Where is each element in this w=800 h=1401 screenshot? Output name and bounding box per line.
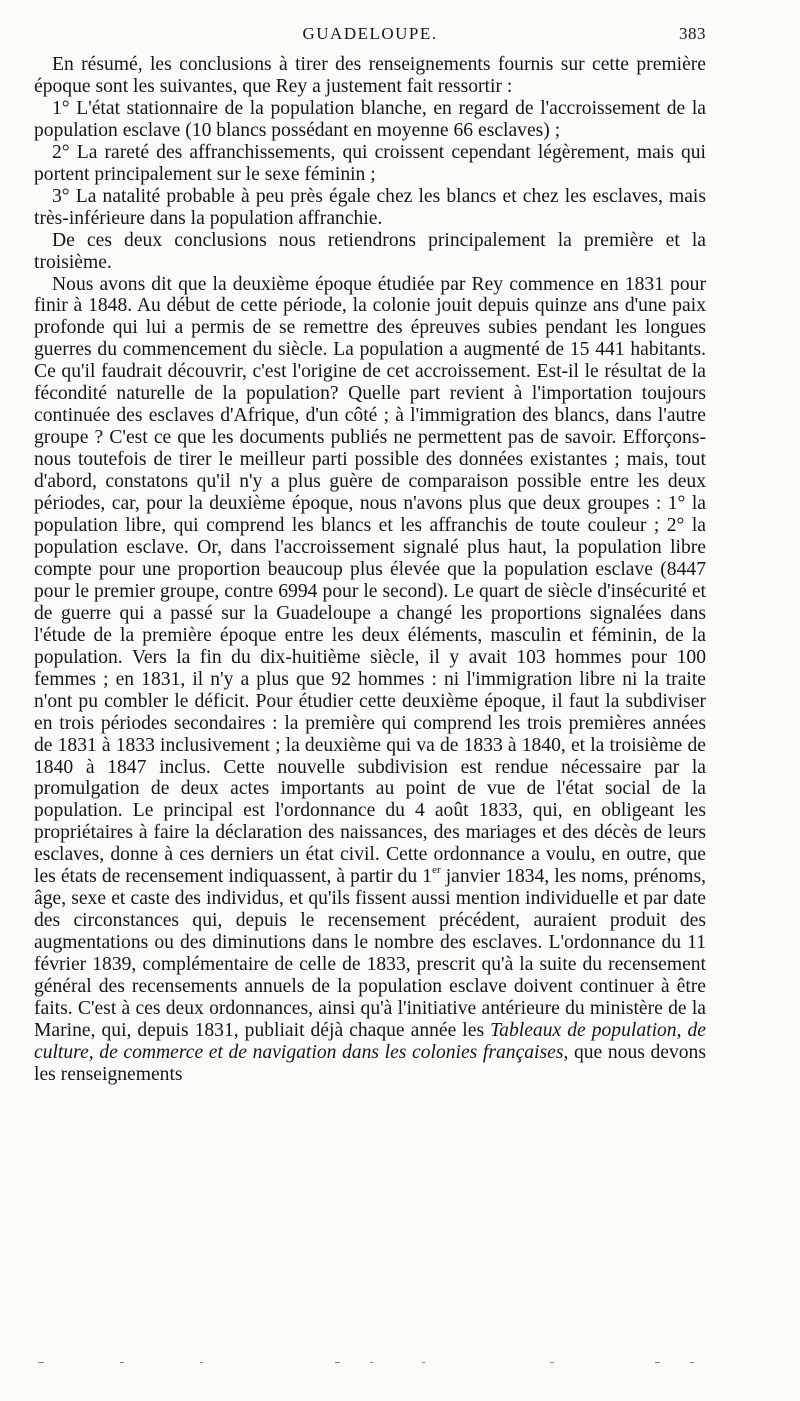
- page-number: 383: [679, 24, 706, 43]
- paragraph-second-epoch-part-b: janvier 1834, les noms, prénoms, âge, sexe et caste des individus, et qu'ils fissent aussi mention individuelle et par date des circonstances qui, depuis le recensement précédent, auraient produit des augmentations ou des diminutions dans le nombre des esclaves. L'ordonnance du 11 février 1839, complémentaire de celle de 1833, prescrit qu'à la suite du recensement général des recensements annuels de la population esclave doivent continuer à être faits. C'est à ces deux ordonnances, ainsi qu'à l'initiative antérieure du ministère de la Marine, qui, depuis 1831, publiait déjà chaque année les: [34, 866, 706, 1041]
- scan-speck: [690, 1362, 694, 1363]
- paragraph-conclusion-2: 2° La rareté des affranchissements, qui croissent cependant légèrement, mais qui portent principalement sur le sexe féminin ;: [34, 141, 706, 185]
- scan-specks: [30, 1362, 720, 1368]
- ordinal-superscript: er: [432, 863, 441, 876]
- body-text: [34, 54, 706, 1086]
- scan-speck: [200, 1362, 203, 1363]
- scan-speck: [335, 1362, 340, 1363]
- paragraph-second-epoch-part-a: Nous avons dit que la deuxième époque étudiée par Rey commence en 1831 pour finir à 1848. Au début de cette période, la colonie jouit depuis quinze ans d'une paix profonde qui lui a permis de se remettre des épreuves subies pendant les longues guerres du commencement du siècle. La population a augmenté de 15 441 habitants. Ce qu'il faudrait découvrir, c'est l'origine de cet accroissement. Est-il le résultat de la fécondité naturelle de la population? Quelle part revient à l'importation toujours continuée des esclaves d'Afrique, d'un côté ; à l'immigration des blancs, dans l'autre groupe ? C'est ce que les documents publiés ne permettent pas de savoir. Efforçons-nous toutefois de tirer le meilleur parti possible des données existantes ; mais, tout d'abord, constatons qu'il n'y a plus guère de comparaison possible entre les deux périodes, car, pour la deuxième époque, nous n'avons plus que deux groupes : 1° la population libre, qui comprend les blancs et les affranchis de toute couleur ; 2° la population esclave. Or, dans l'accroissement signalé plus haut, la population libre compte pour une proportion beaucoup plus élevée que la population esclave (8447 pour le premier groupe, contre 6994 pour le second). Le quart de siècle d'insécurité et de guerre qui a passé sur la Guadeloupe a changé les proportions signalées dans l'étude de la première époque entre les deux éléments, masculin et féminin, de la population. Vers la fin du dix-huitième siècle, il y avait 103 hommes pour 100 femmes ; en 1831, il n'y a plus que 92 hommes : ni l'immigration libre ni la traite n'ont pu combler le déficit. Pour étudier cette deuxième époque, il faut la subdiviser en trois périodes secondaires : la première qui comprend les trois premières années de 1831 à 1833 inclusivement ; la deuxième qui va de 1833 à 1840, et la troisième de 1840 à 1847 inclus. Cette nouvelle subdivision est rendue nécessaire par la promulgation de deux actes importants au point de vue de l'état social de la population. Le principal est l'ordonnance du 4 août 1833, qui, en obligeant les propriétaires à faire la déclaration des naissances, des mariages et des décès de leurs esclaves, donne à ces derniers un état civil. Cette ordonnance a voulu, en outre, que les états de recensement indiquassent, à partir du 1: [34, 273, 706, 888]
- book-page: [34, 24, 706, 1086]
- scan-speck: [550, 1362, 554, 1363]
- paragraph-retained-conclusions: De ces deux conclusions nous retiendrons principalement la première et la troisième.: [34, 229, 706, 273]
- paragraph-conclusion-1: 1° L'état stationnaire de la population blanche, en regard de l'accroissement de la population esclave (10 blancs possédant en moyenne 66 esclaves) ;: [34, 97, 706, 141]
- paragraph-second-epoch-part-c: , que nous devons les renseignements: [34, 1041, 706, 1085]
- paragraph-conclusion-3: 3° La natalité probable à peu près égale chez les blancs et chez les esclaves, mais très-inférieure dans la population affranchie.: [34, 185, 706, 229]
- running-title: GUADELOUPE.: [302, 24, 438, 43]
- scan-speck: [120, 1362, 124, 1363]
- scan-speck: [370, 1362, 373, 1363]
- running-head: [34, 24, 706, 54]
- scan-speck: [655, 1362, 660, 1363]
- paragraph-summary-intro: En résumé, les conclusions à tirer des renseignements fournis sur cette première époque sont les suivantes, que Rey a justement fait ressortir :: [34, 54, 706, 97]
- scan-speck: [38, 1362, 44, 1363]
- paragraph-second-epoch: [34, 274, 706, 1086]
- publication-title: Tableaux de population, de culture, de commerce et de navigation dans les colonies françaises: [34, 1019, 706, 1063]
- scan-speck: [422, 1362, 425, 1363]
